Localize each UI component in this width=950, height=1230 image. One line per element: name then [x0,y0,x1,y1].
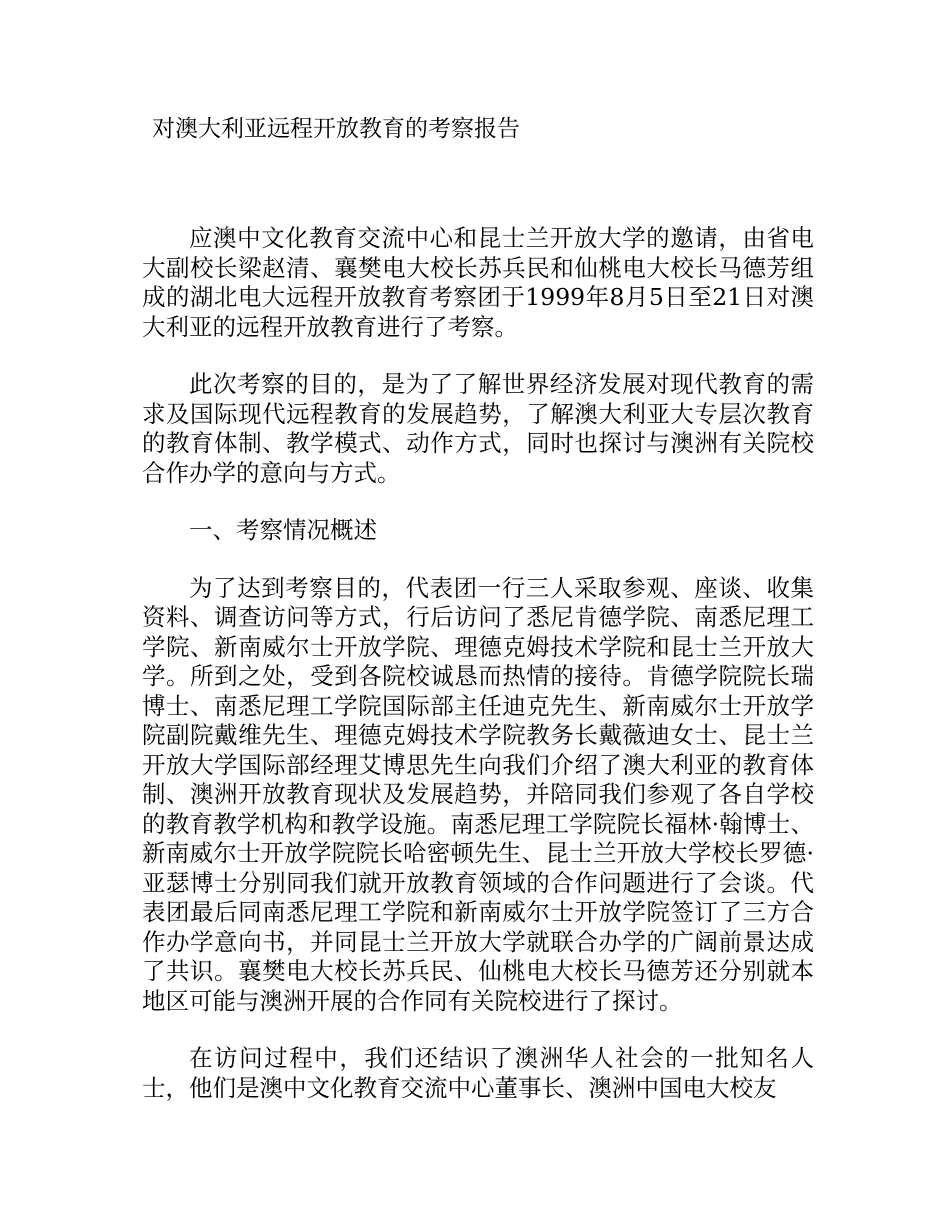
document-body [142,224,814,1131]
paragraph-purpose: 此次考察的目的，是为了了解世界经济发展对现代教育的需求及国际现代远程教育的发展趋势，了解澳大利亚大专层次教育的教育体制、教学模式、动作方式，同时也探讨与澳洲有关院校合作办学的意向与方式。 [142,370,814,487]
document-title: 对澳大利亚远程开放教育的考察报告 [152,116,520,142]
paragraph-invitation: 应澳中文化教育交流中心和昆士兰开放大学的邀请，由省电大副校长梁赵清、襄樊电大校长苏兵民和仙桃电大校长马德芳组成的湖北电大远程开放教育考察团于1999年8月5日至21日对澳大利亚的远程开放教育进行了考察。 [142,224,814,341]
paragraph-contacts: 在访问过程中，我们还结识了澳洲华人社会的一批知名人士，他们是澳中文化教育交流中心董事长、澳洲中国电大校友 [142,1044,814,1102]
section-heading-overview: 一、考察情况概述 [189,516,377,544]
paragraph-visits: 为了达到考察目的，代表团一行三人采取参观、座谈、收集资料、调查访问等方式，行后访问了悉尼肯德学院、南悉尼理工学院、新南威尔士开放学院、理德克姆技术学院和昆士兰开放大学。所到之处，受到各院校诚恳而热情的接待。肯德学院院长瑞博士、南悉尼理工学院国际部主任迪克先生、新南威尔士开放学院副院戴维先生、理德克姆技术学院教务长戴薇迪女士、昆士兰开放大学国际部经理艾博思先生向我们介绍了澳大利亚的教育体制、澳洲开放教育现状及发展趋势，并陪同我们参观了各自学校的教育教学机构和教学设施。南悉尼理工学院院长福林·翰博士、新南威尔士开放学院院长哈密顿先生、昆士兰开放大学校长罗德·亚瑟博士分别同我们就开放教育领域的合作问题进行了会谈。代表团最后同南悉尼理工学院和新南威尔士开放学院签订了三方合作办学意向书，并同昆士兰开放大学就联合办学的广阔前景达成了共识。襄樊电大校长苏兵民、仙桃电大校长马德芳还分别就本地区可能与澳洲开展的合作同有关院校进行了探讨。 [142,573,814,1015]
